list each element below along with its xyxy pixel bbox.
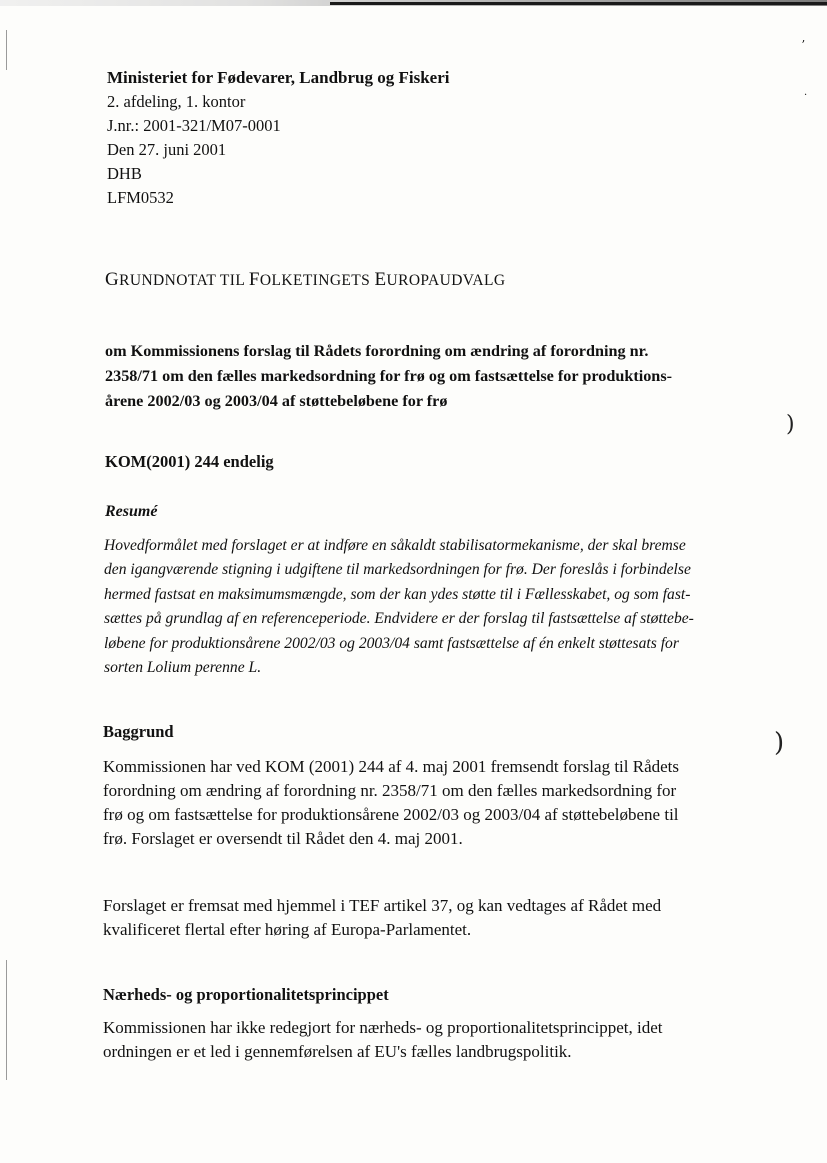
ministry-name: Ministeriet for Fødevarer, Landbrug og Fiskeri xyxy=(107,68,450,87)
paragraph-line: Kommissionen har ikke redegjort for nærheds- og proportionalitetsprincippet, idet xyxy=(103,1018,663,1037)
subsidiarity-heading: Nærheds- og proportionalitetsprincippet xyxy=(103,985,389,1004)
document-reference: LFM0532 xyxy=(107,188,174,207)
resume-line: Hovedformålet med forslaget er at indføre en såkaldt stabilisatormekanisme, der skal bremse xyxy=(104,537,686,554)
scan-speck: ) xyxy=(786,412,795,437)
resume-line: sorten Lolium perenne L. xyxy=(104,659,262,677)
legal-basis-paragraph xyxy=(103,894,661,942)
resume-heading: Resumé xyxy=(105,503,158,520)
scan-speck: ) xyxy=(774,728,785,758)
document-title: GRUNDNOTAT TIL FOLKETINGETS EUROPAUDVALG xyxy=(105,269,506,290)
subject-line: om Kommissionens forslag til Rådets forordning om ændring af forordning nr. xyxy=(105,342,649,360)
scan-top-edge xyxy=(330,2,827,5)
baggrund-heading: Baggrund xyxy=(103,722,174,741)
department: 2. afdeling, 1. kontor xyxy=(107,92,246,111)
subsidiarity-paragraph xyxy=(103,1016,662,1064)
scan-speck: ʼ xyxy=(801,38,805,52)
letterhead xyxy=(107,66,450,210)
scan-speck: · xyxy=(804,90,808,101)
author-initials: DHB xyxy=(107,164,142,183)
resume-text xyxy=(104,534,694,680)
resume-line: den igangværende stigning i udgiftene til markedsordningen for frø. Der foreslås i forbindelse xyxy=(104,561,691,579)
resume-line: hermed fastsat en maksimumsmængde, som der kan ydes støtte til i Fællesskabet, og som fast- xyxy=(104,585,691,603)
scan-left-edge xyxy=(6,30,7,70)
resume-line: løbene for produktionsårene 2002/03 og 2003/04 samt fastsættelse af én enkelt støttesats for xyxy=(104,634,679,652)
subject-line: årene 2002/03 og 2003/04 af støttebeløbene for frø xyxy=(105,392,448,410)
document-subject xyxy=(105,339,672,414)
kom-reference: KOM(2001) 244 endelig xyxy=(105,452,274,471)
paragraph-line: Kommissionen har ved KOM (2001) 244 af 4. maj 2001 fremsendt forslag til Rådets xyxy=(103,757,680,776)
journal-number: J.nr.: 2001-321/M07-0001 xyxy=(107,116,281,135)
resume-line: sættes på grundlag af en referenceperiode. Endvidere er der forslag til fastsættelse af støttebe- xyxy=(104,610,694,628)
subject-line: 2358/71 om den fælles markedsordning for frø og om fastsættelse for produktions- xyxy=(105,367,673,385)
paragraph-line: Forslaget er fremsat med hjemmel i TEF artikel 37, og kan vedtages af Rådet med xyxy=(103,896,662,915)
baggrund-paragraph xyxy=(103,755,679,851)
paragraph-line: frø og om fastsættelse for produktionsårene 2002/03 og 2003/04 af støttebeløbene til xyxy=(103,805,679,824)
document-date: Den 27. juni 2001 xyxy=(107,140,227,159)
paragraph-line: kvalificeret flertal efter høring af Europa-Parlamentet. xyxy=(103,920,472,939)
scan-left-edge xyxy=(6,960,7,1080)
paragraph-line: frø. Forslaget er oversendt til Rådet den 4. maj 2001. xyxy=(103,829,463,848)
paragraph-line: forordning om ændring af forordning nr. 2358/71 om den fælles markedsordning for xyxy=(103,781,677,800)
paragraph-line: ordningen er et led i gennemførelsen af EU's fælles landbrugspolitik. xyxy=(103,1042,572,1061)
